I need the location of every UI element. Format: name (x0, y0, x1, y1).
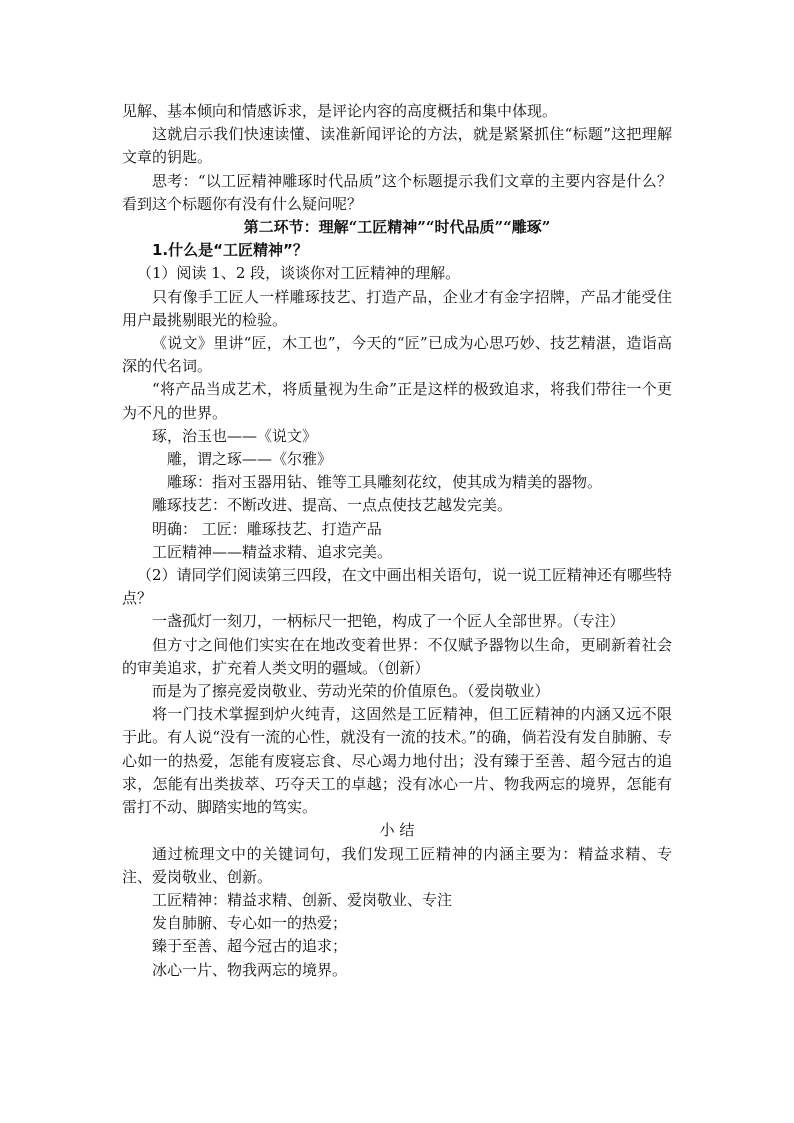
document-page (122, 100, 672, 982)
paragraph-shuowen-jiang: 《说文》里讲“匠，木工也”，今天的“匠”已成为心思巧妙、技艺精湛，造诣高深的代名词。 (122, 334, 672, 376)
paragraph-connotation: 将一门技术掌握到炉火纯青，这固然是工匠精神，但工匠精神的内涵又远不限于此。有人说“没有一流的心性，就没有一流的技术。”的确，倘若没有发自肺腑、专心如一的热爱，怎能有废寝忘食、尽心竭力地付出；没有臻于至善、超今冠古的追求，怎能有出类拔萃、巧夺天工的卓越；没有冰心一片、物我两忘的境界，怎能有雷打不动、脚踏实地的笃实。 (122, 705, 672, 817)
paragraph-intro-continuation: 见解、基本倾向和情感诉求，是评论内容的高度概括和集中体现。 (122, 102, 558, 120)
paragraph-quote-craft: 只有像手工匠人一样雕琢技艺、打造产品，企业才有金字招牌，产品才能受住用户最挑剔眼光的检验。 (122, 287, 672, 329)
summary-spirit-list: 工匠精神：精益求精、创新、爱岗敬业、专注 (152, 890, 453, 909)
definition-diaozhuo-jiyi: 雕琢技艺：不断改进、提高、一点点使技艺越发完美。 (152, 496, 513, 515)
paragraph-art-quality: “将产品当成艺术，将质量视为生命”正是这样的极致追求，将我们带往一个更为不凡的世界。 (122, 380, 672, 422)
summary-line-realm: 冰心一片、物我两忘的境界。 (152, 960, 348, 979)
quote-innovation: 但方寸之间他们实实在在地改变着世界：不仅赋予器物以生命，更刷新着社会的审美追求，扩充着人类文明的疆域。（创新） (122, 635, 672, 677)
paragraph-think-question: 思考：“以工匠精神雕琢时代品质”这个标题提示我们文章的主要内容是什么？看到这个标题你有没有什么疑问呢？ (122, 171, 672, 213)
definition-diao: 雕，谓之琢——《尔雅》 (167, 450, 333, 469)
quote-focus: 一盏孤灯一刻刀，一柄标尺一把铯，构成了一个匠人全部世界。（专注） (152, 612, 625, 631)
sub-heading: 1.什么是“工匠精神”？ (152, 241, 308, 260)
summary-line-pursuit: 臻于至善、超今冠古的追求； (152, 937, 348, 956)
section-heading: 第二环节：理解“工匠精神”“时代品质”“雕琢” (243, 218, 551, 237)
craftsman-spirit-def: 工匠精神——精益求精、追求完美。 (152, 542, 393, 561)
paragraph-reading-method: 这就启示我们快速读懂、读准新闻评论的方法，就是紧紧抓住“标题”这把理解文章的钥匙。 (122, 125, 672, 167)
definition-zhuo: 琢，治玉也——《说文》 (152, 426, 318, 445)
task-two: （2）请同学们阅读第三四段，在文中画出相关语句，说一说工匠精神还有哪些特点？ (122, 566, 672, 608)
quote-dedication: 而是为了擦亮爱岗敬业、劳动光荣的价值原色。（爱岗敬业） (152, 682, 550, 701)
task-one: （1）阅读 1、2 段，谈谈你对工匠精神的理解。 (137, 264, 461, 283)
summary-title: 小 结 (379, 821, 415, 840)
summary-line-love: 发自肺腑、专心如一的热爱； (152, 914, 348, 933)
summary-paragraph: 通过梳理文中的关键词句，我们发现工匠精神的内涵主要为：精益求精、专注、爱岗敬业、创新。 (122, 844, 672, 886)
clarify-craftsman: 明确： 工匠：雕琢技艺、打造产品 (152, 519, 382, 538)
definition-diaozhuo: 雕琢：指对玉器用钻、锥等工具雕刻花纹，使其成为精美的器物。 (167, 473, 603, 492)
